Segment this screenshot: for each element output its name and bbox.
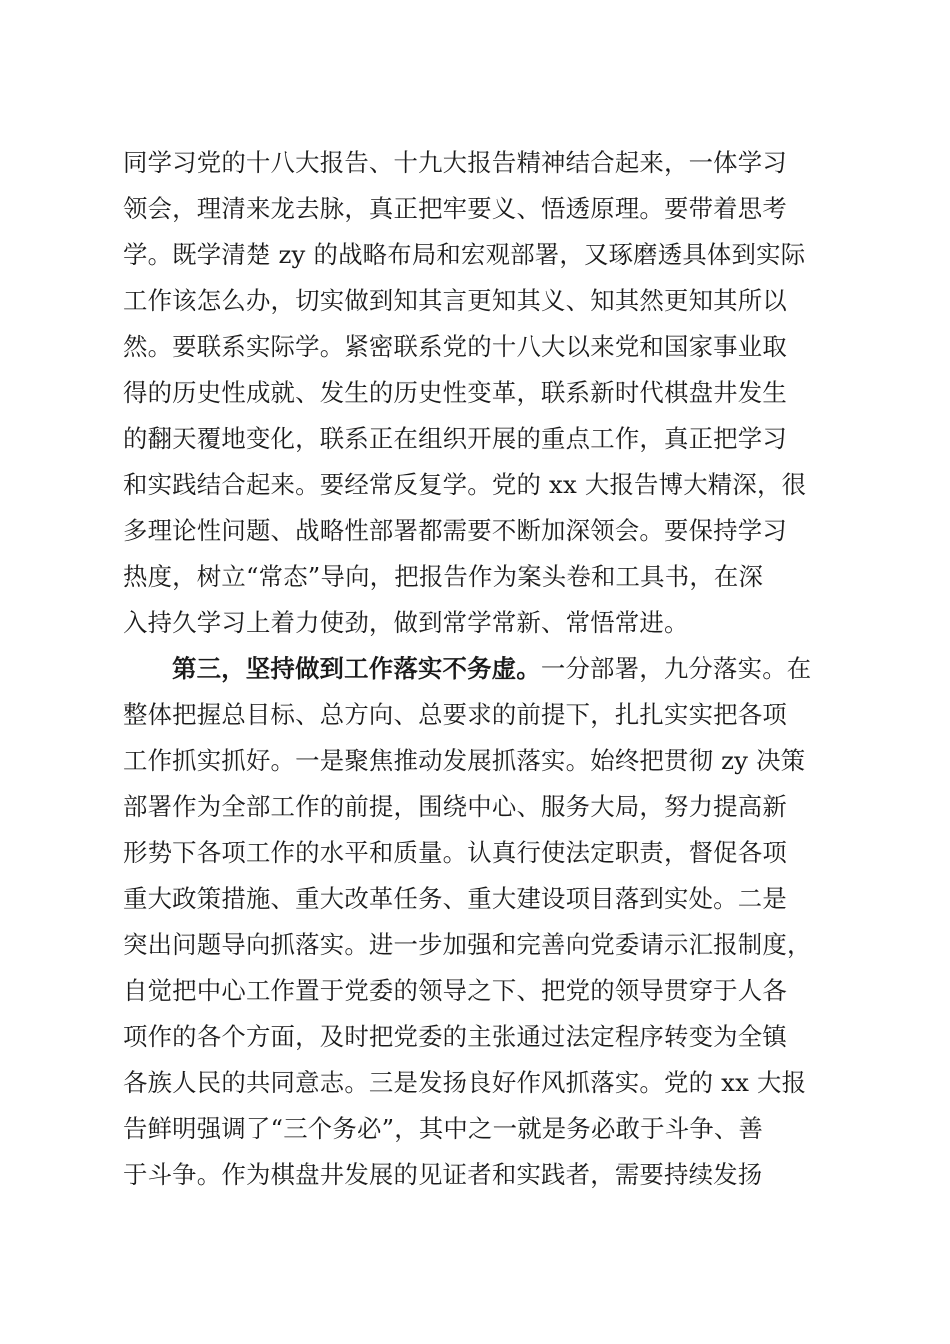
text-line: 自觉把中心工作置于党委的领导之下、把党的领导贯穿于人各 — [123, 976, 787, 1005]
text-line: 告鲜明强调了“三个务必”，其中之一就是务必敢于斗争、善 — [123, 1114, 764, 1143]
text-line: 工作该怎么办，切实做到知其言更知其义、知其然更知其所以 — [123, 286, 787, 315]
text-line: 项作的各个方面，及时把党委的主张通过法定程序转变为全镇 — [123, 1022, 787, 1051]
text-line: 重大政策措施、重大改革任务、重大建设项目落到实处。二是 — [123, 884, 787, 913]
text-line: 学。既学清楚 zy 的战略布局和宏观部署，又琢磨透具体到实际 — [123, 240, 806, 269]
body-text — [123, 140, 833, 1198]
text-line: 各族人民的共同意志。三是发扬良好作风抓落实。党的 xx 大报 — [123, 1068, 807, 1097]
text-line: 突出问题导向抓落实。进一步加强和完善向党委请示汇报制度， — [123, 930, 812, 959]
section-3-first-line-text: 一分部署，九分落实。在 — [540, 654, 812, 683]
text-line: 领会，理清来龙去脉，真正把牢要义、悟透原理。要带着思考 — [123, 194, 787, 223]
text-line: 热度，树立“常态”导向，把报告作为案头卷和工具书，在深 — [123, 562, 764, 591]
text-line: 整体把握总目标、总方向、总要求的前提下，扎扎实实把各项 — [123, 700, 787, 729]
text-line: 部署作为全部工作的前提，围绕中心、服务大局，努力提高新 — [123, 792, 787, 821]
text-line: 工作抓实抓好。一是聚焦推动发展抓落实。始终把贯彻 zy 决策 — [123, 746, 806, 775]
text-line: 的翻天覆地变化，联系正在组织开展的重点工作，真正把学习 — [123, 424, 787, 453]
text-line: 得的历史性成就、发生的历史性变革，联系新时代棋盘井发生 — [123, 378, 787, 407]
text-line: 同学习党的十八大报告、十九大报告精神结合起来，一体学习 — [123, 148, 787, 177]
section-3-heading: 第三，坚持做到工作落实不务虚。 — [172, 654, 541, 683]
text-line: 入持久学习上着力使劲，做到常学常新、常悟常进。 — [123, 608, 689, 637]
section-3-first-line — [123, 646, 833, 692]
text-line: 多理论性问题、战略性部署都需要不断加深领会。要保持学习 — [123, 516, 787, 545]
text-line: 形势下各项工作的水平和质量。认真行使法定职责，督促各项 — [123, 838, 787, 867]
text-line: 然。要联系实际学。紧密联系党的十八大以来党和国家事业取 — [123, 332, 787, 361]
text-line: 和实践结合起来。要经常反复学。党的 xx 大报告博大精深，很 — [123, 470, 807, 499]
text-line: 于斗争。作为棋盘井发展的见证者和实践者，需要持续发扬 — [123, 1160, 763, 1189]
